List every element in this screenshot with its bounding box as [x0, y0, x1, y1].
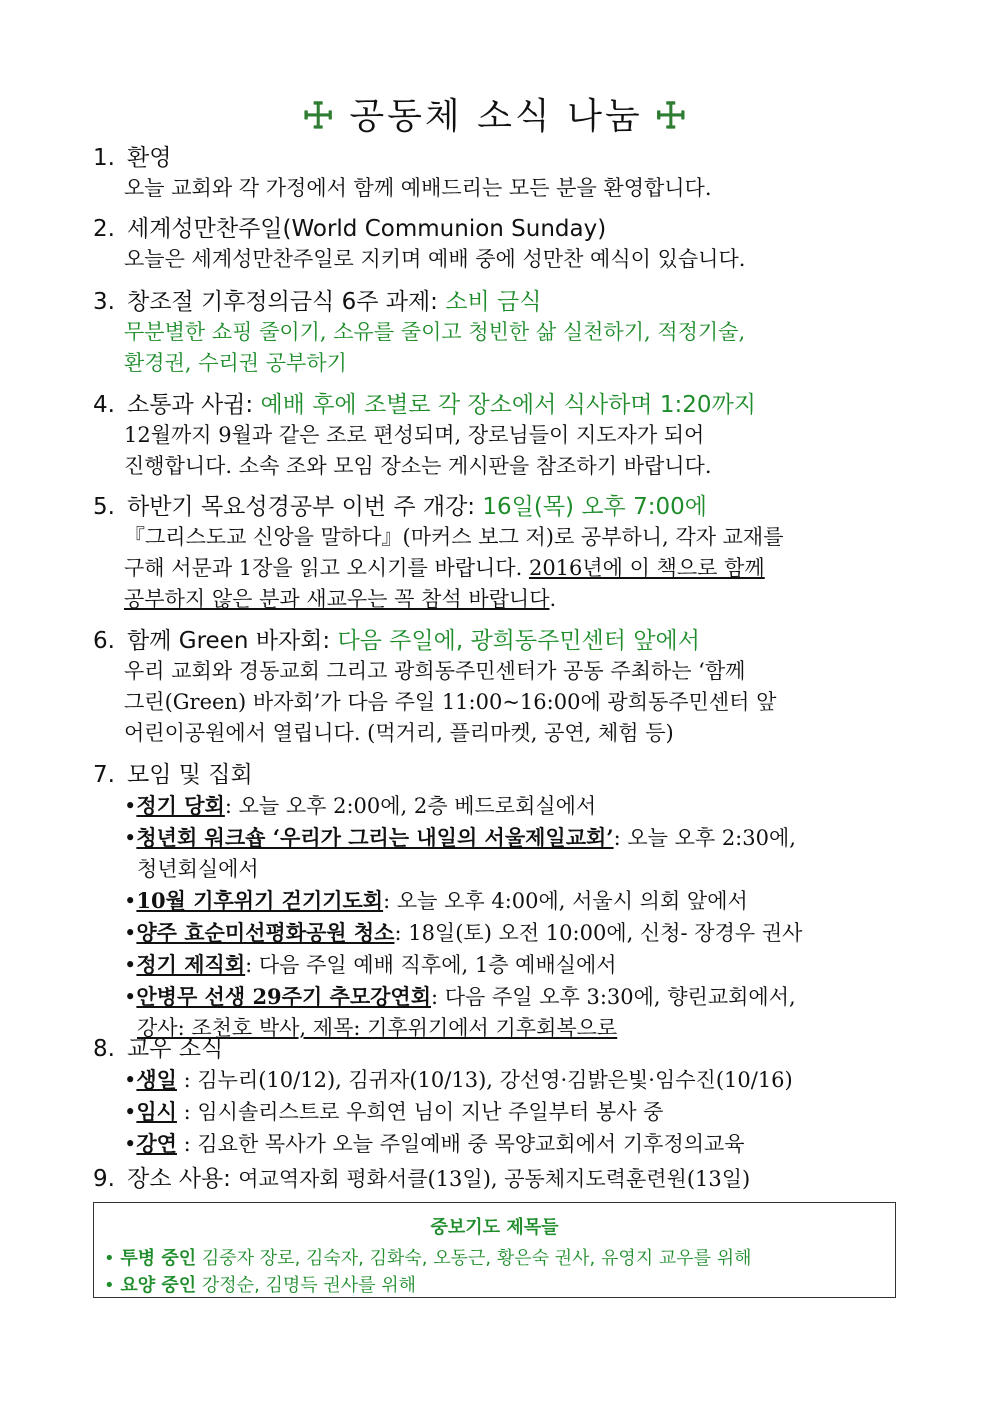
bullet: •	[124, 889, 137, 913]
list-item	[124, 1128, 903, 1160]
item-label: 정기 제직회	[136, 952, 246, 977]
section-body: 환경권, 수리권 공부하기	[124, 351, 347, 375]
section-number: 9.	[93, 1166, 115, 1192]
section-number: 1.	[93, 145, 115, 171]
section-number: 6.	[93, 628, 115, 654]
prayer-text: 강정순, 김명득 권사를 위해	[196, 1275, 417, 1296]
prayer-label: 투병 중인	[120, 1248, 197, 1269]
section-number: 7.	[93, 762, 115, 788]
section-heading: 소통과 사귐:	[127, 392, 261, 418]
section-body	[124, 584, 903, 615]
bullet: •	[124, 1100, 137, 1124]
item-text: : 18일(토) 오전 10:00에, 신청- 장경우 권사	[394, 921, 803, 945]
title-text: 공동체 소식 나눔	[349, 96, 643, 137]
bullet: •	[124, 1132, 137, 1156]
section-body: 오늘 교회와 각 가정에서 함께 예배드리는 모든 분을 환영합니다.	[124, 176, 712, 200]
section-heading: 장소 사용:	[127, 1166, 239, 1192]
bullet: •	[104, 1275, 115, 1296]
section-body	[124, 553, 903, 584]
list-item	[124, 1064, 903, 1096]
section-body: 오늘은 세계성만찬주일로 지키며 예배 중에 성만찬 예식이 있습니다.	[124, 247, 746, 271]
cross-icon: ☩	[654, 95, 690, 137]
section-number: 4.	[93, 392, 115, 418]
list-item	[124, 790, 903, 822]
section-body: 어린이공원에서 열립니다. (먹거리, 플리마켓, 공연, 체험 등)	[124, 721, 674, 745]
item-text: : 임시솔리스트로 우희연 님이 지난 주일부터 봉사 중	[176, 1100, 664, 1124]
item-label: 청년회 워크숍 ‘우리가 그리는 내일의 서울제일교회’	[136, 825, 614, 850]
item-label: 강연	[136, 1131, 177, 1156]
list-item	[124, 822, 903, 854]
bullet: •	[104, 1248, 115, 1269]
item-text: : 오늘 오후 2:00에, 2층 베드로회실에서	[224, 794, 597, 818]
section-bible-study	[93, 492, 903, 615]
section-number: 3.	[93, 289, 115, 315]
item-text: : 김누리(10/12), 김귀자(10/13), 강선영·김밝은빛·임수진(10/16)	[176, 1068, 793, 1092]
list-item	[124, 981, 903, 1013]
item-label: 임시	[136, 1099, 177, 1124]
section-heading: 하반기 목요성경공부 이번 주 개강:	[127, 494, 483, 520]
item-text: : 오늘 오후 4:00에, 서울시 의회 앞에서	[383, 889, 748, 913]
page-title	[0, 88, 992, 139]
section-communion	[93, 214, 903, 275]
prayer-item	[104, 1245, 895, 1272]
section-welcome	[93, 143, 903, 204]
section-highlight: 예배 후에 조별로 각 장소에서 식사하며 1:20까지	[260, 392, 756, 418]
section-fellowship	[93, 390, 903, 482]
bullet: •	[124, 1068, 137, 1092]
item-text: : 다음 주일 오후 3:30에, 향린교회에서,	[430, 985, 796, 1009]
item-text: : 오늘 오후 2:30에,	[613, 826, 796, 850]
prayer-box	[93, 1202, 896, 1298]
item-label: 정기 당회	[136, 793, 225, 818]
section-heading: 모임 및 집회	[127, 762, 253, 788]
bullet: •	[124, 794, 137, 818]
bullet: •	[124, 921, 137, 945]
section-bazaar	[93, 626, 903, 749]
underlined-text: 2016년에 이 책으로 함께	[528, 556, 765, 580]
item-label: 양주 효순미선평화공원 청소	[136, 920, 395, 945]
prayer-title: 중보기도 제목들	[430, 1217, 559, 1238]
section-highlight: 소비 금식	[445, 289, 542, 315]
section-fasting	[93, 287, 903, 379]
section-highlight: 16일(목) 오후 7:00에	[482, 494, 707, 520]
section-heading: 세계성만찬주일(World Communion Sunday)	[127, 216, 607, 242]
item-label: 10월 기후위기 걷기기도회	[136, 888, 384, 913]
section-highlight: 다음 주일에, 광희동주민센터 앞에서	[337, 628, 700, 654]
section-body: 12월까지 9월과 같은 조로 편성되며, 장로님들이 지도자가 되어	[124, 423, 705, 447]
section-number: 5.	[93, 494, 115, 520]
item-text: : 다음 주일 예배 직후에, 1층 예배실에서	[245, 953, 617, 977]
bullet: •	[124, 985, 137, 1009]
item-label: 안병무 선생 29주기 추모강연회	[136, 984, 431, 1009]
section-number: 8.	[93, 1036, 115, 1062]
section-member-news	[93, 1034, 903, 1160]
section-body: 『그리스도교 신앙을 말하다』(마커스 보그 저)로 공부하니, 각자 교재를	[124, 525, 784, 549]
body-text: .	[549, 587, 557, 611]
section-heading: 함께 Green 바자회:	[127, 628, 338, 654]
underlined-text: 공부하지 않은 분과 새교우는 꼭 참석 바랍니다	[124, 587, 550, 611]
list-item	[124, 949, 903, 981]
bullet: •	[124, 826, 137, 850]
section-heading: 환영	[127, 145, 172, 171]
body-text: 구해 서문과 1장을 읽고 오시기를 바랍니다.	[124, 556, 529, 580]
cross-icon: ☩	[302, 95, 338, 137]
section-body: 그린(Green) 바자회’가 다음 주일 11:00~16:00에 광희동주민센터 앞	[124, 690, 777, 714]
section-venue-use	[93, 1164, 903, 1194]
section-number: 2.	[93, 216, 115, 242]
section-heading: 교우 소식	[127, 1036, 224, 1062]
section-body: 진행합니다. 소속 조와 모임 장소는 게시판을 참조하기 바랍니다.	[124, 454, 712, 478]
list-item-continuation: 강사: 조천호 박사, 제목: 기후위기에서 기후회복으로	[137, 1016, 618, 1040]
list-item	[124, 1096, 903, 1128]
section-heading: 창조절 기후정의금식 6주 과제:	[127, 289, 446, 315]
prayer-label: 요양 중인	[120, 1275, 197, 1296]
item-label: 생일	[136, 1067, 177, 1092]
list-item	[124, 885, 903, 917]
prayer-item	[104, 1272, 895, 1299]
prayer-text: 김중자 장로, 김숙자, 김화숙, 오동근, 황은숙 권사, 유영지 교우를 위해	[196, 1248, 752, 1269]
list-item	[124, 917, 903, 949]
bullet: •	[124, 953, 137, 977]
section-meetings	[93, 760, 903, 1044]
section-body: 여교역자회 평화서클(13일), 공동체지도력훈련원(13일)	[238, 1167, 751, 1191]
item-text: : 김요한 목사가 오늘 주일예배 중 목양교회에서 기후정의교육	[176, 1132, 745, 1156]
list-item-continuation: 청년회실에서	[137, 857, 259, 881]
section-body: 우리 교회와 경동교회 그리고 광희동주민센터가 공동 주최하는 ‘함께	[124, 659, 746, 683]
section-body: 무분별한 쇼핑 줄이기, 소유를 줄이고 청빈한 삶 실천하기, 적정기술,	[124, 320, 746, 344]
